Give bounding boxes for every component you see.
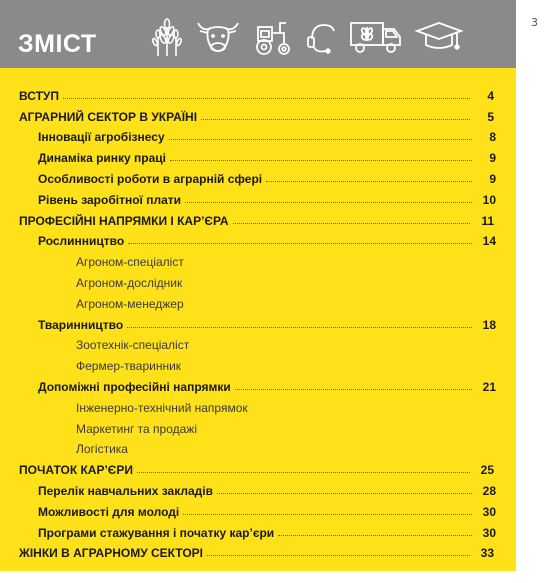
toc-entry-label: Програми стажування і початку кар’єри: [38, 525, 275, 540]
toc-entry-label: ВСТУП: [19, 88, 59, 103]
dot-leader: [217, 493, 472, 494]
toc-entry-label: Агроном-спеціаліст: [76, 255, 184, 270]
toc-entry[interactable]: [0, 207, 516, 228]
toc-entry-page: 28: [482, 483, 496, 498]
toc-entry-page: 11: [481, 213, 494, 228]
toc-entry-label: Перелік навчальних закладів: [38, 483, 213, 498]
toc-entry[interactable]: [0, 373, 516, 394]
dot-leader: [128, 243, 472, 244]
toc-entry-page: 14: [482, 234, 496, 249]
dot-leader: [127, 327, 472, 328]
headset-icon: [304, 17, 338, 57]
toc-entry[interactable]: [0, 248, 516, 269]
toc-entry[interactable]: [0, 332, 516, 353]
toc-entry-label: Інновації агробізнесу: [38, 130, 165, 145]
toc-entry-page: 21: [482, 379, 496, 394]
toc-entry[interactable]: [0, 144, 516, 165]
toc-entry[interactable]: [0, 498, 516, 519]
cow-icon: [194, 17, 242, 57]
toc-entry-page: 4: [487, 88, 494, 103]
toc-entry-page: 18: [482, 317, 496, 332]
toc-entry[interactable]: [0, 228, 516, 249]
toc-entry-label: Рослинництво: [38, 234, 125, 249]
toc-entry-label: Агроном-менеджер: [76, 296, 184, 311]
toc-entry-page: 5: [487, 109, 494, 124]
dot-leader: [185, 202, 472, 203]
toc-entry-label: Тваринництво: [38, 317, 124, 332]
toc-entry-label: Інженерно-технічний напрямок: [76, 400, 248, 415]
toc-entry-page: 33: [480, 546, 494, 561]
toc-entry-label: ПОЧАТОК КАР’ЄРИ: [19, 463, 133, 478]
toc-entry[interactable]: [0, 82, 516, 103]
toc-entry[interactable]: [0, 415, 516, 436]
dot-leader: [183, 514, 472, 515]
toc-entry-label: Зоотехнік-спеціаліст: [76, 338, 190, 353]
toc-entry-page: 10: [482, 192, 496, 207]
page-title: ЗМІСТ: [18, 30, 97, 58]
wheat-icon: [150, 17, 184, 57]
toc-entry[interactable]: [0, 186, 516, 207]
toc-entry[interactable]: [0, 352, 516, 373]
toc-entry-label: Особливості роботи в аграрній сфері: [38, 171, 263, 186]
toc-entry-page: 25: [480, 463, 494, 478]
toc-entry-label: Рівень заробітної плати: [38, 192, 182, 207]
toc-entry[interactable]: [0, 103, 516, 124]
dot-leader: [278, 535, 472, 536]
toc-entry[interactable]: [0, 311, 516, 332]
truck-icon: [348, 17, 404, 57]
toc-entry-label: ПРОФЕСІЙНІ НАПРЯМКИ І КАР’ЄРА: [19, 213, 229, 228]
graduation-cap-icon: [414, 17, 464, 57]
toc-entry[interactable]: [0, 540, 516, 561]
toc-entry[interactable]: [0, 436, 516, 457]
toc-entry-label: Логістика: [76, 442, 128, 457]
dot-leader: [169, 139, 472, 140]
toc-entry[interactable]: [0, 124, 516, 145]
table-of-contents: [0, 82, 516, 560]
dot-leader: [137, 472, 470, 473]
toc-entry-label: Динаміка ринку праці: [38, 151, 167, 166]
toc-entry[interactable]: [0, 519, 516, 540]
toc-entry[interactable]: [0, 290, 516, 311]
tractor-icon: [252, 17, 294, 57]
toc-entry-label: АГРАРНИЙ СЕКТОР В УКРАЇНІ: [19, 109, 198, 124]
dot-leader: [207, 555, 470, 556]
header-bar: [0, 0, 516, 68]
toc-panel: [0, 68, 516, 571]
toc-entry-label: Маркетинг та продажі: [76, 421, 197, 436]
toc-entry[interactable]: [0, 477, 516, 498]
toc-entry[interactable]: [0, 165, 516, 186]
header-icons: [150, 15, 464, 59]
toc-entry-label: Можливості для молоді: [38, 504, 180, 519]
toc-entry-page: 30: [482, 525, 496, 540]
toc-entry-page: 8: [489, 130, 496, 145]
toc-entry-label: Допоміжні професійні напрямки: [38, 379, 231, 394]
dot-leader: [266, 181, 472, 182]
toc-entry[interactable]: [0, 394, 516, 415]
toc-entry-page: 30: [482, 504, 496, 519]
toc-entry-label: ЖІНКИ В АГРАРНОМУ СЕКТОРІ: [19, 546, 204, 561]
dot-leader: [233, 223, 470, 224]
toc-entry-label: Агроном-дослідник: [76, 275, 183, 290]
dot-leader: [235, 389, 472, 390]
toc-entry-label: Фермер-тваринник: [76, 359, 182, 374]
page-number: 3: [531, 16, 538, 29]
toc-entry-page: 9: [489, 171, 496, 186]
dot-leader: [201, 119, 470, 120]
dot-leader: [170, 160, 472, 161]
toc-entry-page: 9: [489, 151, 496, 166]
toc-entry[interactable]: [0, 269, 516, 290]
dot-leader: [63, 98, 470, 99]
toc-entry[interactable]: [0, 456, 516, 477]
